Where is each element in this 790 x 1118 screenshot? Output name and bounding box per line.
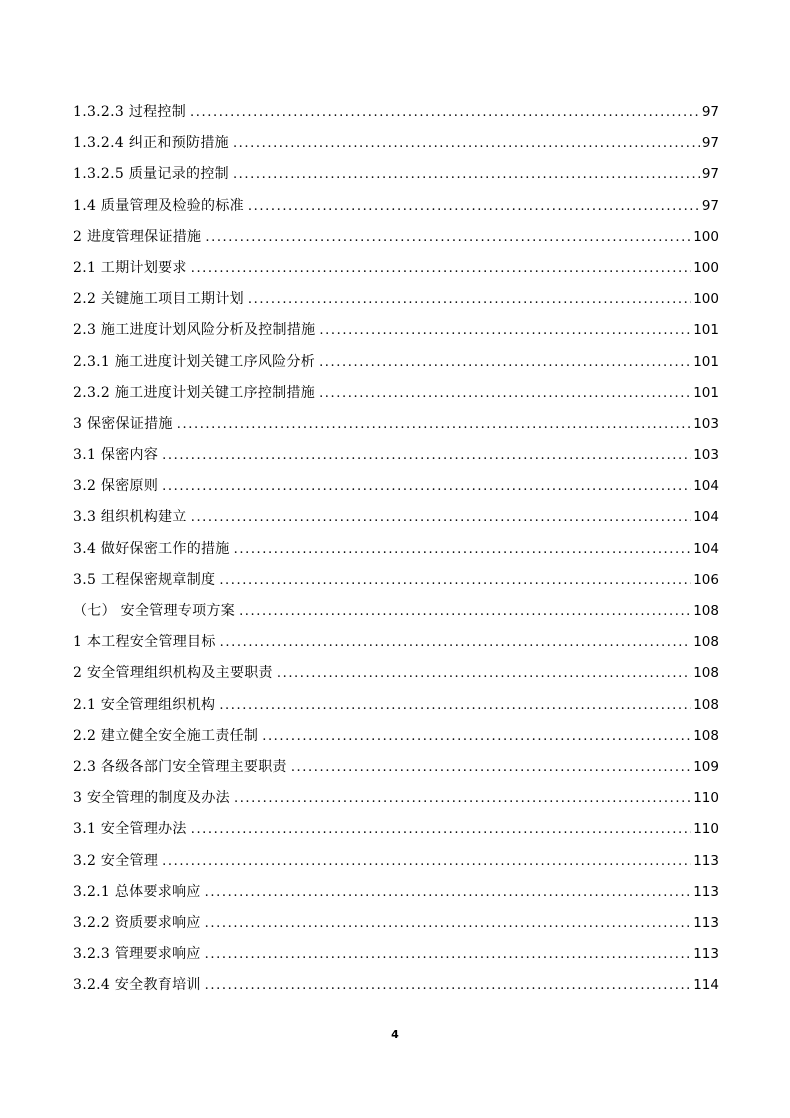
page-number: 4 [391,1028,399,1041]
toc-dot-leader [319,378,691,409]
toc-entry[interactable] [73,347,719,378]
toc-entry-page-number: 114 [693,977,719,994]
toc-entry-page-number: 97 [701,166,719,183]
toc-dot-leader [319,347,691,378]
toc-entry-title: 3.2.1 总体要求响应 [73,883,201,900]
toc-entry[interactable] [73,440,719,471]
toc-dot-leader [248,284,691,315]
toc-entry[interactable] [73,534,719,565]
toc-entry[interactable] [73,284,719,315]
toc-entry[interactable] [73,627,719,658]
table-of-contents [73,97,719,1001]
toc-entry-page-number: 113 [693,946,719,963]
toc-entry-title: 1.3.2.4 纠正和预防措施 [73,135,229,152]
toc-dot-leader [233,128,700,159]
toc-entry[interactable] [73,690,719,721]
toc-entry-title: 1.3.2.5 质量记录的控制 [73,166,229,183]
toc-entry-page-number: 108 [693,665,719,682]
toc-entry-page-number: 97 [701,197,719,214]
toc-entry-page-number: 100 [693,228,719,245]
toc-entry-page-number: 101 [693,322,719,339]
toc-entry-page-number: 108 [693,603,719,619]
toc-entry[interactable] [73,378,719,409]
toc-entry-page-number: 97 [701,135,719,152]
toc-entry-title: 3.2.4 安全教育培训 [73,977,201,994]
toc-entry-page-number: 104 [693,478,719,495]
toc-entry-title: 3.2.3 管理要求响应 [73,946,201,963]
toc-entry[interactable] [73,253,719,284]
toc-entry-title: 3 安全管理的制度及办法 [73,790,230,807]
toc-entry-title: 3.5 工程保密规章制度 [73,571,216,588]
toc-entry-title: 1.4 质量管理及检验的标准 [73,197,244,214]
toc-entry-title: 2.1 工期计划要求 [73,259,187,276]
toc-entry[interactable] [73,97,719,128]
toc-dot-leader [190,97,700,128]
toc-entry[interactable] [73,191,719,222]
toc-entry-title: 2.3 施工进度计划风险分析及控制措施 [73,322,316,339]
toc-dot-leader [205,222,691,253]
toc-dot-leader [319,315,691,346]
toc-entry-page-number: 110 [693,821,719,838]
toc-entry-page-number: 113 [693,914,719,931]
toc-entry[interactable] [73,315,719,346]
toc-dot-leader [162,846,691,877]
toc-entry[interactable] [73,502,719,533]
toc-entry-title: 3.2 保密原则 [73,478,159,495]
toc-entry-page-number: 104 [693,509,719,526]
toc-entry[interactable] [73,596,719,627]
toc-entry-title: 3.1 保密内容 [73,447,159,464]
toc-entry-page-number: 101 [693,353,719,370]
toc-entry[interactable] [73,565,719,596]
toc-entry-page-number: 106 [693,571,719,588]
toc-entry[interactable] [73,814,719,845]
toc-dot-leader [233,159,700,190]
toc-dot-leader [191,253,692,284]
toc-entry-title: 3 保密保证措施 [73,415,173,432]
toc-dot-leader [277,658,691,689]
toc-entry[interactable] [73,846,719,877]
toc-entry[interactable] [73,877,719,908]
toc-entry-title: 3.3 组织机构建立 [73,509,187,526]
toc-dot-leader [248,191,700,222]
toc-entry[interactable] [73,128,719,159]
toc-entry-title: 2 进度管理保证措施 [73,228,202,245]
toc-entry[interactable] [73,409,719,440]
toc-entry[interactable] [73,908,719,939]
toc-entry-page-number: 100 [693,291,719,308]
toc-entry-page-number: 101 [693,384,719,401]
toc-dot-leader [219,690,691,721]
toc-dot-leader [219,565,691,596]
toc-entry-page-number: 108 [693,634,719,651]
toc-dot-leader [205,939,692,970]
toc-entry[interactable] [73,970,719,1001]
toc-dot-leader [205,970,692,1001]
toc-entry[interactable] [73,721,719,752]
toc-entry[interactable] [73,658,719,689]
toc-entry-page-number: 113 [693,852,719,869]
toc-dot-leader [162,471,691,502]
toc-entry-title: 2.2 关键施工项目工期计划 [73,291,244,308]
toc-entry-title: 2 安全管理组织机构及主要职责 [73,665,273,682]
toc-entry-title: （七） 安全管理专项方案 [73,603,236,619]
toc-entry-page-number: 108 [693,727,719,744]
toc-entry-page-number: 109 [693,758,719,775]
toc-entry-page-number: 100 [693,259,719,276]
toc-entry[interactable] [73,783,719,814]
toc-entry-page-number: 103 [693,447,719,464]
toc-entry-page-number: 104 [693,540,719,557]
toc-dot-leader [205,908,692,939]
toc-entry-title: 3.4 做好保密工作的措施 [73,540,230,557]
toc-entry-title: 3.2 安全管理 [73,852,159,869]
toc-entry-page-number: 113 [693,883,719,900]
toc-entry[interactable] [73,159,719,190]
toc-dot-leader [162,440,691,471]
toc-entry-title: 3.2.2 资质要求响应 [73,914,201,931]
toc-entry[interactable] [73,752,719,783]
toc-entry-title: 1 本工程安全管理目标 [73,634,216,651]
toc-entry[interactable] [73,222,719,253]
toc-dot-leader [262,721,691,752]
toc-entry[interactable] [73,471,719,502]
toc-dot-leader [205,877,692,908]
toc-dot-leader [234,783,691,814]
toc-entry-title: 2.2 建立健全安全施工责任制 [73,727,259,744]
toc-entry-title: 2.3.1 施工进度计划关键工序风险分析 [73,353,316,370]
toc-entry-title: 3.1 安全管理办法 [73,821,187,838]
toc-entry-page-number: 108 [693,696,719,713]
toc-entry-title: 2.3.2 施工进度计划关键工序控制措施 [73,384,316,401]
toc-dot-leader [191,814,692,845]
toc-dot-leader [177,409,691,440]
toc-dot-leader [234,534,692,565]
toc-entry-title: 2.1 安全管理组织机构 [73,696,216,713]
toc-dot-leader [220,627,692,658]
toc-dot-leader [291,752,691,783]
toc-dot-leader [191,502,692,533]
toc-entry-page-number: 103 [693,415,719,432]
toc-entry[interactable] [73,939,719,970]
toc-dot-leader [239,596,691,627]
toc-entry-page-number: 97 [701,104,719,120]
toc-entry-title: 1.3.2.3 过程控制 [73,104,187,120]
toc-entry-title: 2.3 各级各部门安全管理主要职责 [73,758,287,775]
toc-entry-page-number: 110 [693,790,719,807]
